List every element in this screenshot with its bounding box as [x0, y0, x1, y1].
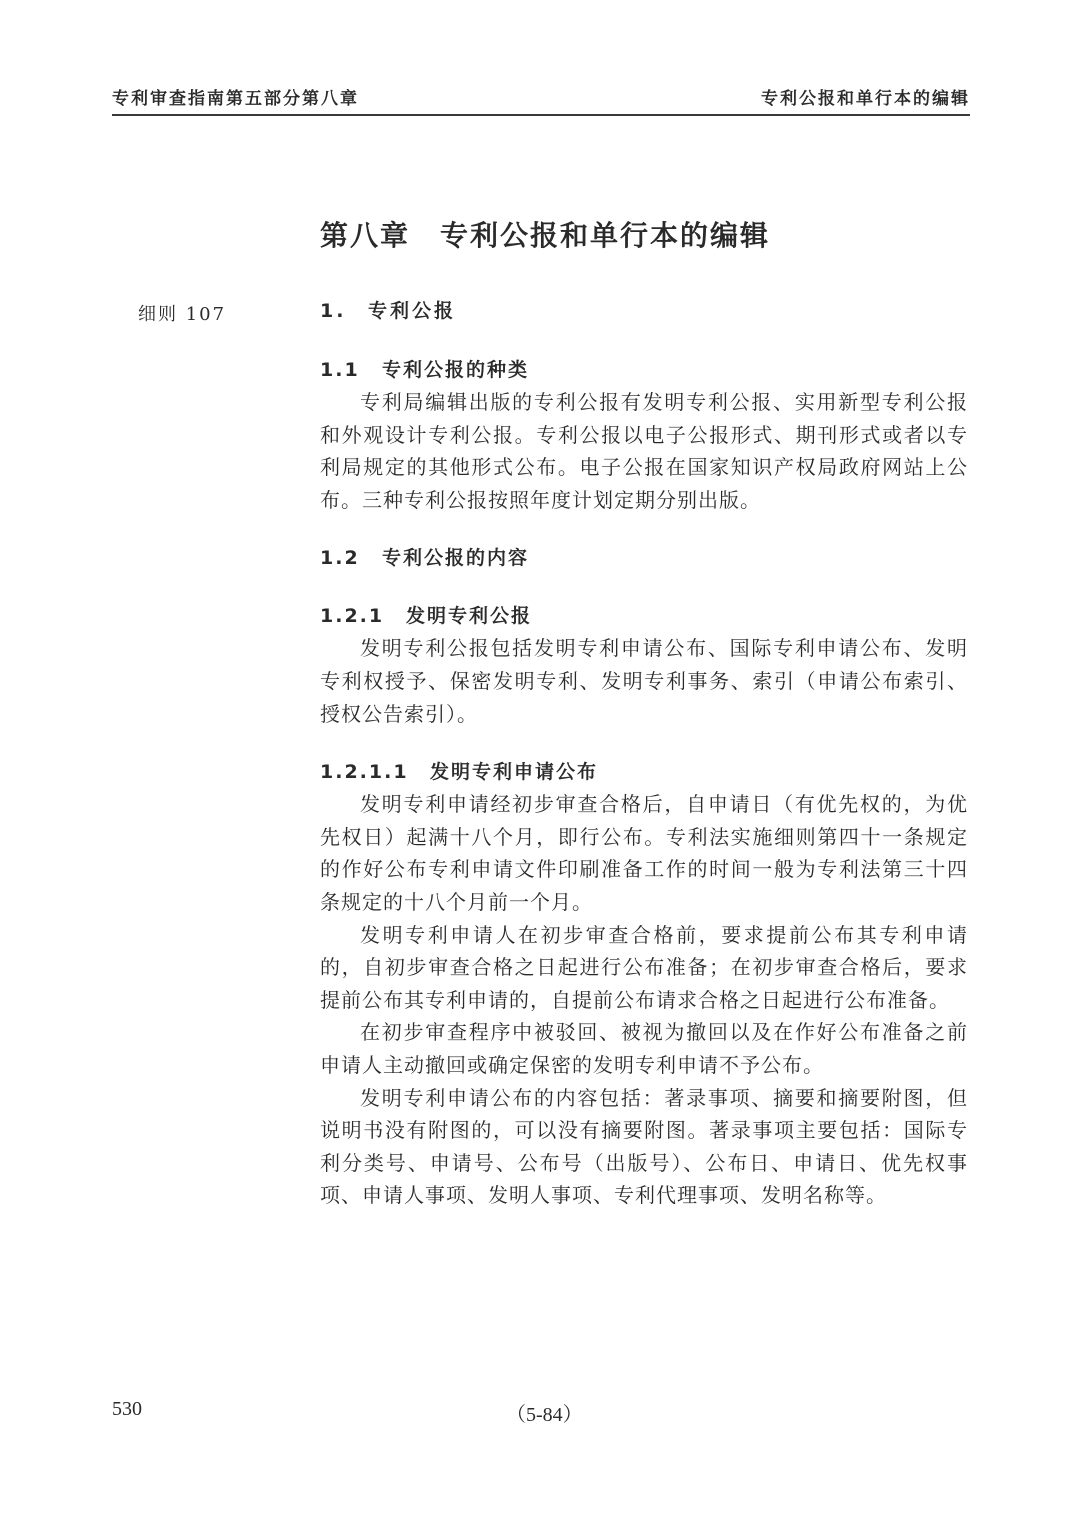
- section-page-number: （5-84）: [506, 1404, 583, 1426]
- section-heading-1-2: [320, 542, 968, 574]
- section-heading-1-1: [320, 354, 968, 386]
- section-number: 1.2.1.1: [320, 761, 409, 784]
- section-heading-1: [320, 296, 968, 326]
- paragraph: 发明专利申请公布的内容包括：著录事项、摘要和摘要附图，但说明书没有附图的，可以没有摘要附图。著录事项主要包括：国际专利分类号、申请号、公布号（出版号）、公布日、申请日、优先权事项、申请人事项、发明人事项、专利代理事项、发明名称等。: [320, 1085, 968, 1208]
- paragraph: 发明专利申请人在初步审查合格前，要求提前公布其专利申请的，自初步审查合格之日起进行公布准备；在初步审查合格后，要求提前公布其专利申请的，自提前公布请求合格之日起进行公布准备。: [320, 922, 968, 1012]
- section-number: 1.: [320, 300, 347, 322]
- section-title: 发明专利申请公布: [430, 761, 599, 784]
- section-number: 1.2: [320, 547, 360, 570]
- section-heading-1-2-1-1: [320, 756, 968, 788]
- header-right-text: 专利公报和单行本的编辑: [761, 89, 970, 109]
- page-number: 530: [112, 1398, 142, 1420]
- header-left-text: 专利审查指南第五部分第八章: [112, 89, 359, 109]
- chapter-title: [320, 214, 770, 254]
- paragraph: 发明专利公报包括发明专利申请公布、国际专利申请公布、发明专利权授予、保密发明专利、发明专利事务、索引（申请公布索引、授权公告索引）。: [320, 636, 968, 726]
- paragraph: 专利局编辑出版的专利公报有发明专利公报、实用新型专利公报和外观设计专利公报。专利公报以电子公报形式、期刊形式或者以专利局规定的其他形式公布。电子公报在国家知识产权局政府网站上公布。三种专利公报按照年度计划定期分别出版。: [320, 390, 968, 512]
- main-content: [320, 296, 968, 1212]
- running-header: [112, 84, 970, 116]
- chapter-label: 第八章: [320, 219, 411, 252]
- section-heading-1-2-1: [320, 600, 968, 632]
- section-title: 发明专利公报: [406, 605, 533, 628]
- section-number: 1.2.1: [320, 605, 385, 628]
- section-title: 专利公报的内容: [382, 547, 530, 570]
- section-title: 专利公报: [368, 300, 457, 322]
- section-title: 专利公报的种类: [382, 359, 530, 381]
- margin-note: 细则 107: [138, 304, 227, 325]
- section-number: 1.1: [320, 359, 360, 381]
- chapter-name: 专利公报和单行本的编辑: [440, 219, 771, 252]
- paragraph: 发明专利申请经初步审查合格后，自申请日（有优先权的，为优先权日）起满十八个月，即行公布。专利法实施细则第四十一条规定的作好公布专利申请文件印刷准备工作的时间一般为专利法第三十四条规定的十八个月前一个月。: [320, 792, 968, 914]
- paragraph: 在初步审查程序中被驳回、被视为撤回以及在作好公布准备之前申请人主动撤回或确定保密的发明专利申请不予公布。: [320, 1020, 968, 1077]
